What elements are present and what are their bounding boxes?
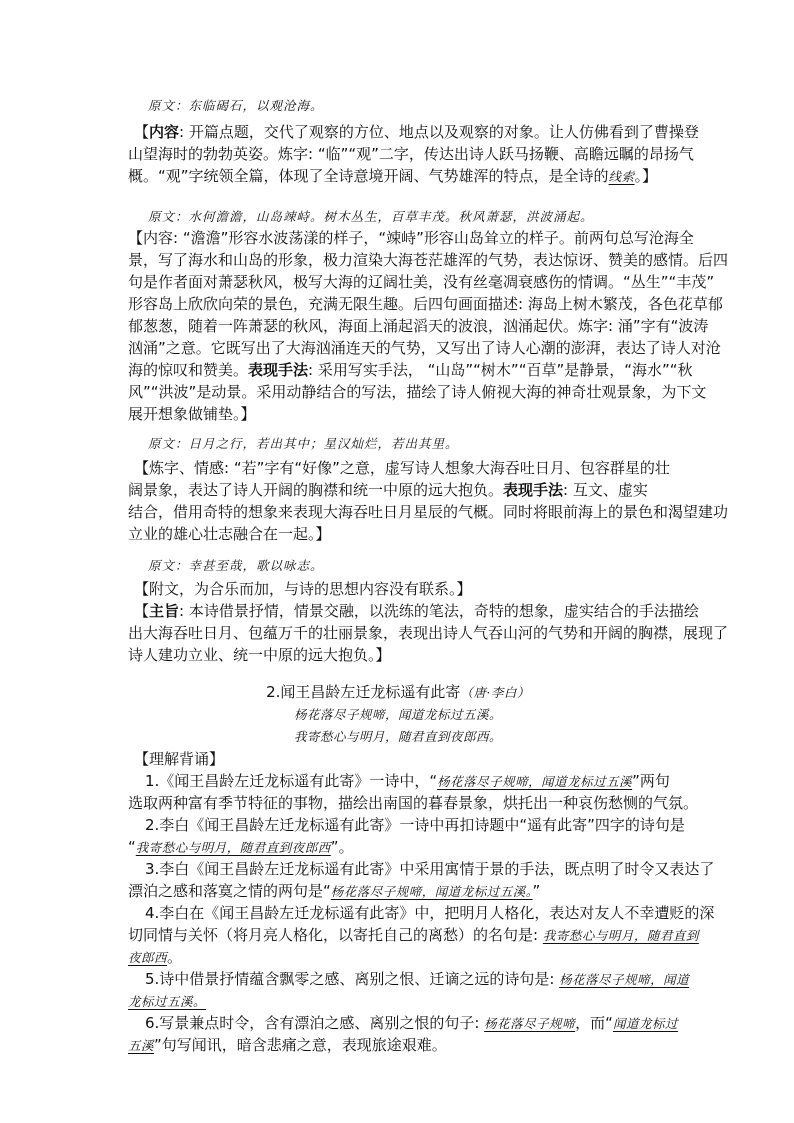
text-run: 形容岛上欣欣向荣的景色，充满无限生趣。后四句画面描述: 海岛上树木繁茂，各色花草郁 [128,295,723,313]
annotation-line [128,228,694,248]
poem-title-text: 2.闻王昌龄左迁龙标遥有此寄 [266,683,461,701]
text-run: 郁葱葱，随着一阵萧瑟的秋风，海面上涌起滔天的波浪，汹涌起伏。炼字: 涌”字有“波涛 [128,317,709,335]
answer-text: 龙标过五溪。 [128,994,207,1009]
text-run: 【 [134,602,150,620]
poem-line-1: 杨花落尽子规啼，闻道龙标过五溪。 [293,707,502,722]
text-run: 5.诗中借景抒情蕴含飘零之感、离别之恨、迁谪之远的诗句是: [145,970,560,988]
annotation-line [128,524,668,544]
source-line-1: 原文：东临碣石，以观沧海。 [148,98,324,113]
annotation-line [134,122,699,142]
question-line [128,991,668,1012]
annotation-line [134,458,674,478]
text-run: 立业的雄心壮志融合在一起。】 [128,525,331,543]
question-line [128,1035,668,1056]
text-run: ”。 [330,838,354,856]
text-run: 【 [134,123,150,141]
text-run: 漂泊之感和落寞之情的两句是“ [128,882,331,900]
text-run: 。 [167,948,183,966]
bold-label: 表现手法 [503,481,564,499]
answer-text: 我寄愁心与明月，随君直到 [542,928,699,943]
annotation-line [128,250,729,270]
text-run: 诗人建功立业、统一中原的远大抱负。】 [128,646,391,664]
answer-text: 杨花落尽子规啼，闻道 [559,972,690,987]
text-run: 3.李白《闻王昌龄左迁龙标遥有此寄》中采用寓情于景的手法，既点明了时令又表达了 [145,860,715,878]
question-line [145,969,690,990]
annotation-line [128,645,668,665]
text-run: 结合，借用奇特的想象来表现大海吞吐日月星辰的气概。同时将眼前海上的景色和渴望建功 [128,503,729,521]
annotation-line [128,272,715,292]
question-line [128,947,668,968]
answer-text: 线索 [608,169,635,184]
text-run: “ [128,838,136,856]
text-run: 景，写了海水和山岛的形象，极力渲染大海苍茫雄浑的气势，表达惊讶、赞美的感情。后四 [128,251,729,269]
bold-label: 表现手法 [248,361,309,379]
answer-text: 杨花落尽子规啼，闻道龙标过五溪。 [330,884,533,899]
annotation-line [128,360,693,380]
answer-text: 杨花落尽子规啼，闻道龙标过五溪 [437,774,633,789]
question-line [145,815,685,835]
annotation-line [128,316,709,336]
text-run: 概。“观”字统领全篇，体现了全诗意境开阔、气势雄浑的特点，是全诗的 [128,167,609,185]
source-line-2: 原文：水何澹澹，山岛竦峙。树木丛生，百草丰茂。秋风萧瑟，洪波涌起。 [148,209,594,224]
text-run: 2.李白《闻王昌龄左迁龙标遥有此寄》一诗中再扣诗题中“遥有此寄”四字的诗句是 [145,816,685,834]
text-run: 【附文，为合乐而加，与诗的思想内容没有联系。】 [134,580,472,598]
text-run: 。】 [634,167,658,185]
text-run: : 本诗借景抒情，情景交融，以洗练的笔法，奇特的想象，虚实结合的手法描绘 [179,602,699,620]
text-run: 阔景象，表达了诗人开阔的胸襟和统一中原的远大抱负。 [128,481,504,499]
text-run: 【炼字、情感: “若”字有“好像”之意，虚写诗人想象大海吞吐日月、包容群星的壮 [134,459,670,477]
text-run: 【内容: “澹澹”形容水波荡漾的样子，“竦峙”形容山岛耸立的样子。前两句总写沧海全 [128,229,694,247]
annotation-line [128,144,694,164]
text-run: 出大海吞吐日月、包蕴万千的壮丽景象，表现出诗人气吞山河的气势和开阔的胸襟，展现了 [128,624,729,642]
annotation-line [128,502,729,522]
annotation-line [128,294,723,314]
question-line [128,881,668,902]
annotation-line [134,579,674,599]
annotation-line [128,382,707,402]
text-run: : 采用写实手法， “山岛”“树木”“百草”是静景，“海水”“秋 [308,361,693,379]
text-run: 选取两种富有季节特征的事物，描绘出南国的暮春景象，烘托出一种哀伤愁恻的气氛。 [128,794,699,812]
text-run: 句是作者面对萧瑟秋风，极写大海的辽阔壮美，没有丝毫凋衰感伤的情调。“丛生”“丰茂” [128,273,715,291]
source-line-3: 原文：日月之行，若出其中；星汉灿烂，若出其里。 [148,436,459,451]
annotation-line [128,166,668,187]
bold-label: 主旨 [149,602,180,620]
text-run: ”两句 [632,772,670,790]
bold-label: 内容 [149,123,180,141]
annotation-line [128,338,721,358]
answer-text: 五溪 [128,1038,155,1053]
text-run: 1.《闻王昌龄左迁龙标遥有此寄》一诗中，“ [145,772,438,790]
annotation-line [128,480,668,500]
annotation-line [134,601,699,621]
poem-line-2: 我寄愁心与明月，随君直到夜郎西。 [293,729,502,744]
section-heading: 【理解背诵】 [134,750,225,768]
question-line [128,793,699,813]
text-run: : 开篇点题，交代了观察的方位、地点以及观察的对象。让人仿佛看到了曹操登 [179,123,699,141]
text-run: 4.李白在《闻王昌龄左迁龙标遥有此寄》中，把明月人格化，表达对友人不幸遭贬的深 [145,904,715,922]
question-line [145,859,715,879]
text-run: 风”“洪波”是动景。采用动静结合的写法，描绘了诗人俯视大海的神奇壮观景象，为下文 [128,383,707,401]
question-line [145,1013,685,1034]
question-line [145,771,685,792]
text-run: 海的惊叹和赞美。 [128,361,249,379]
poem-title [128,682,668,703]
answer-text: 我寄愁心与明月，随君直到夜郎西 [135,840,331,855]
text-run: : 互文、虚实 [563,481,648,499]
answer-text: 闻道龙标过 [612,1016,678,1031]
text-run: ”句写闻讯，暗含悲痛之意，表现旅途艰难。 [154,1036,447,1054]
question-line [128,837,668,858]
annotation-line [128,404,668,424]
answer-text: 夜郎西 [128,950,168,965]
text-run: 汹涌”之意。它既写出了大海汹涌连天的气势，又写出了诗人心潮的澎湃，表达了诗人对沧 [128,339,721,357]
text-run: 切同情与关怀（将月亮人格化，以寄托自己的离愁）的名句是: [128,926,543,944]
annotation-line [128,623,729,643]
text-run: 山望海时的勃勃英姿。炼字: “临”“观”二字，传达出诗人跃马扬鞭、高瞻远瞩的昂扬气 [128,145,694,163]
text-run: 6.写景兼点时令，含有漂泊之感、离别之恨的句子: [145,1014,485,1032]
text-run: ” [532,882,541,900]
question-line [128,925,699,946]
text-run: ，而“ [575,1014,613,1032]
poem-author: （唐·李白） [460,685,530,700]
question-line [145,903,715,923]
source-line-4: 原文：幸甚至哉，歌以咏志。 [148,558,324,573]
answer-text: 杨花落尽子规啼 [484,1016,576,1031]
text-run: 展开想象做铺垫。】 [128,405,256,423]
